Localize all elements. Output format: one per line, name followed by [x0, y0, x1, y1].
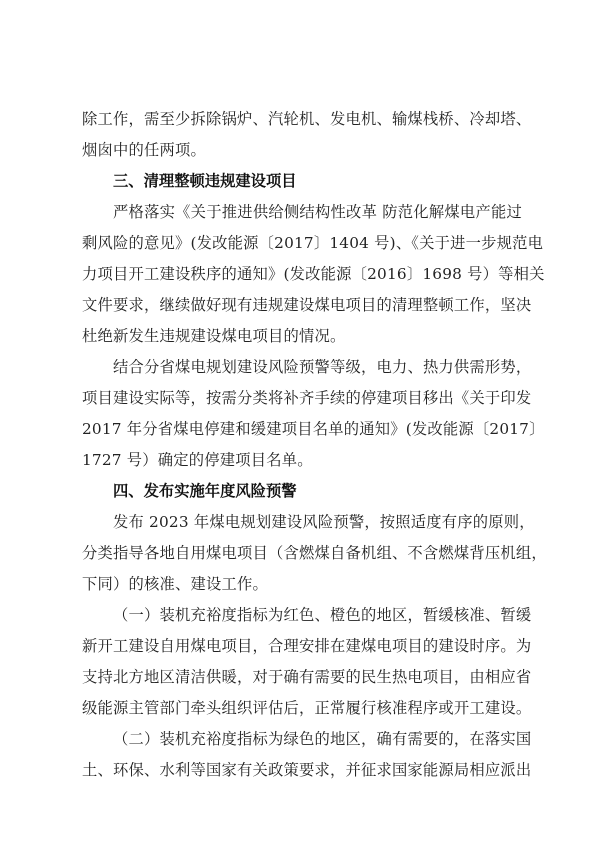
paragraph-line: 杜绝新发生违规建设煤电项目的情况。: [82, 327, 346, 345]
list-item-line: （二）装机充裕度指标为绿色的地区，确有需要的，在落实国: [113, 730, 532, 748]
paragraph-line: 2017 年分省煤电停建和缓建项目名单的通知》(发改能源〔2017〕: [82, 420, 545, 438]
list-item-line: 级能源主管部门牵头组织评估后，正常履行核准程序或开工建设。: [82, 699, 532, 717]
list-item-line: 土、环保、水利等国家有关政策要求，并征求国家能源局相应派出: [82, 761, 532, 779]
paragraph-line: 分类指导各地自用煤电项目（含燃煤自备机组、不含燃煤背压机组，: [82, 544, 547, 562]
paragraph-line: 力项目开工建设秩序的通知》(发改能源〔2016〕1698 号）等相关: [82, 265, 545, 283]
intro-line: 除工作，需至少拆除锅炉、汽轮机、发电机、输煤栈桥、冷却塔、: [82, 110, 532, 128]
intro-line: 烟囱中的任两项。: [82, 141, 206, 159]
list-item-line: 支持北方地区清洁供暖，对于确有需要的民生热电项目，由相应省: [82, 668, 532, 686]
paragraph-line: 下同）的核准、建设工作。: [82, 575, 268, 593]
list-item-line: 新开工建设自用煤电项目，合理安排在建煤电项目的建设时序。为: [82, 637, 532, 655]
section-heading-3: 三、清理整顿违规建设项目: [113, 172, 297, 190]
section-heading-4: 四、发布实施年度风险预警: [113, 482, 297, 500]
paragraph-line: 剩风险的意见》(发改能源〔2017〕1404 号)、《关于进一步规范电: [82, 234, 544, 252]
paragraph-line: 项目建设实际等，按需分类将补齐手续的停建项目移出《关于印发: [82, 389, 532, 407]
paragraph-line: 文件要求，继续做好现有违规建设煤电项目的清理整顿工作，坚决: [82, 296, 532, 314]
paragraph-line: 严格落实《关于推进供给侧结构性改革 防范化解煤电产能过: [113, 203, 522, 221]
list-item-line: （一）装机充裕度指标为红色、橙色的地区，暂缓核准、暂缓: [113, 606, 532, 624]
paragraph-line: 1727 号）确定的停建项目名单。: [82, 451, 313, 469]
paragraph-line: 结合分省煤电规划建设风险预警等级，电力、热力供需形势，: [113, 358, 532, 376]
paragraph-line: 发布 2023 年煤电规划建设风险预警，按照适度有序的原则，: [113, 513, 535, 531]
